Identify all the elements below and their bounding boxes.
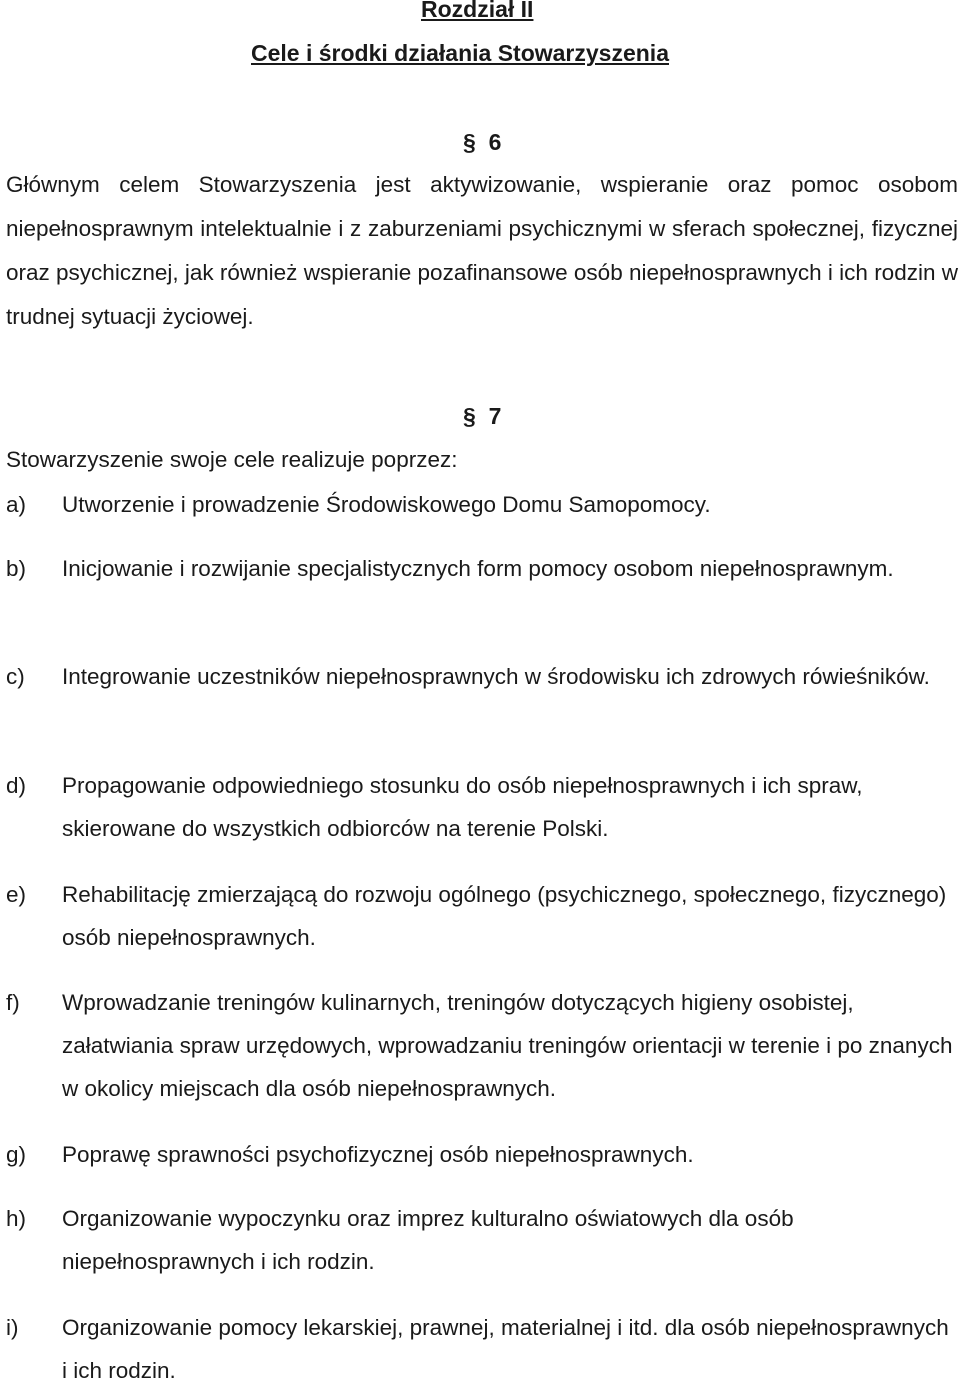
list-marker: a)	[6, 492, 27, 517]
list-marker: i)	[6, 1315, 19, 1340]
list-item-text: Organizowanie pomocy lekarskiej, prawnej, materialnej i itd. dla osób niepełnosprawnych i ich rodzin.	[62, 1315, 949, 1383]
list-item-a	[6, 483, 956, 526]
list-marker: f)	[6, 990, 20, 1015]
list-marker: g)	[6, 1142, 27, 1167]
list-item-text: Integrowanie uczestników niepełnosprawnych w środowisku ich zdrowych rówieśników.	[62, 664, 930, 689]
list-item-b	[6, 547, 956, 590]
list-item-text: Wprowadzanie treningów kulinarnych, treningów dotyczących higieny osobistej, załatwiania spraw urzędowych, wprowadzaniu treningów orientacji w terenie i po znanych w okolicy miejscach dla osób niepełnosprawnych.	[62, 990, 953, 1101]
list-item-text: Propagowanie odpowiedniego stosunku do osób niepełnosprawnych i ich spraw, skierowane do wszystkich odbiorców na terenie Polski.	[62, 773, 863, 841]
list-marker: h)	[6, 1206, 27, 1231]
section-number: 7	[488, 403, 502, 429]
chapter-title: Rozdział II	[421, 0, 534, 22]
section-7-intro: Stowarzyszenie swoje cele realizuje poprzez:	[6, 447, 458, 472]
list-item-d	[6, 764, 956, 850]
list-marker: b)	[6, 556, 27, 581]
section-symbol: §	[463, 403, 476, 429]
list-item-c	[6, 655, 956, 698]
list-item-i	[6, 1306, 956, 1392]
chapter-subtitle: Cele i środki działania Stowarzyszenia	[251, 40, 669, 66]
list-item-f	[6, 981, 956, 1110]
section-number: 6	[488, 129, 502, 155]
list-item-text: Organizowanie wypoczynku oraz imprez kulturalno oświatowych dla osób niepełnosprawnych i ich rodzin.	[62, 1206, 794, 1274]
list-item-text: Inicjowanie i rozwijanie specjalistycznych form pomocy osobom niepełnosprawnym.	[62, 556, 894, 581]
list-item-text: Utworzenie i prowadzenie Środowiskowego Domu Samopomocy.	[62, 492, 711, 517]
list-marker: e)	[6, 882, 27, 907]
list-item-g	[6, 1133, 956, 1176]
list-marker: d)	[6, 773, 27, 798]
list-item-text: Rehabilitację zmierzającą do rozwoju ogólnego (psychicznego, społecznego, fizycznego) osób niepełnosprawnych.	[62, 882, 947, 950]
section-7-heading	[463, 403, 501, 430]
list-item-text: Poprawę sprawności psychofizycznej osób niepełnosprawnych.	[62, 1142, 694, 1167]
list-marker: c)	[6, 664, 25, 689]
list-item-h	[6, 1197, 956, 1283]
section-symbol: §	[463, 129, 476, 155]
list-item-e	[6, 873, 956, 959]
section-6-heading	[463, 129, 501, 156]
section-6-paragraph: Głównym celem Stowarzyszenia jest aktywizowanie, wspieranie oraz pomoc osobom niepełnosprawnym intelektualnie i z zaburzeniami psychicznymi w sferach społecznej, fizycznej oraz psychicznej, jak również wspieranie pozafinansowe osób niepełnosprawnych i ich rodzin w trudnej sytuacji życiowej.	[6, 172, 958, 329]
